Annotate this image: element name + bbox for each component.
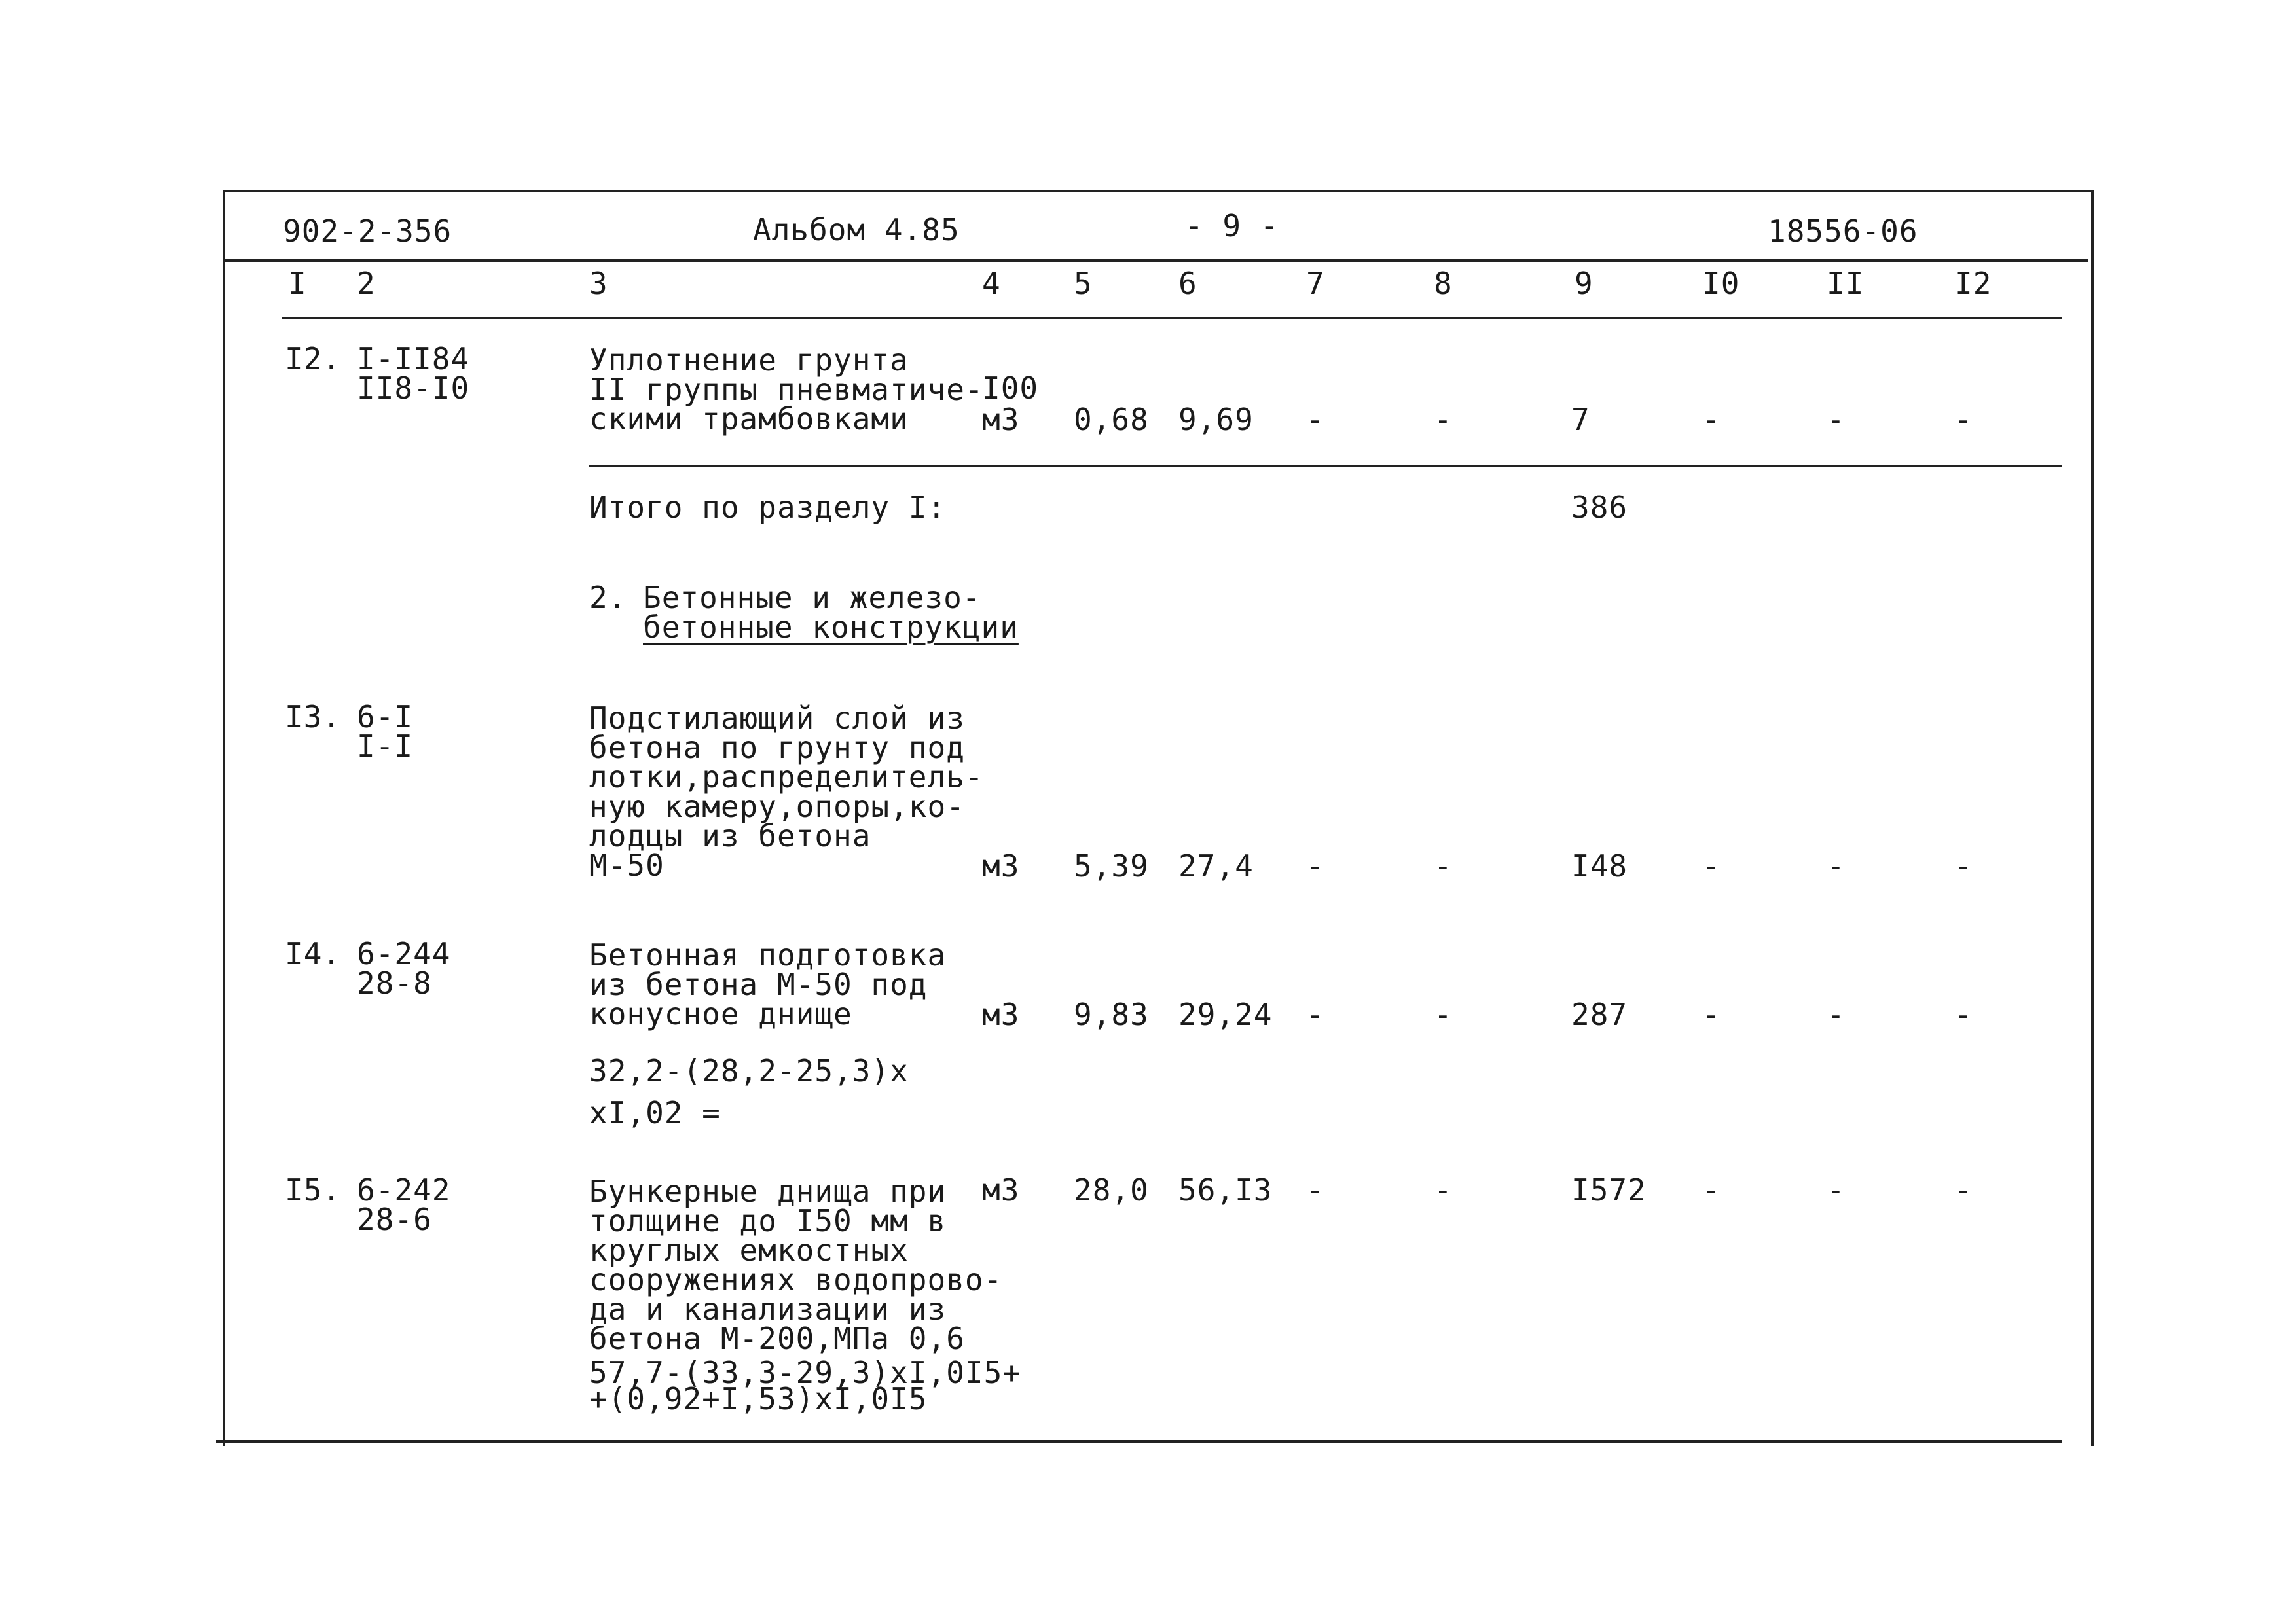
row-desc: II группы пневматиче-: [589, 372, 984, 407]
sheet-code: 18556-06: [1768, 213, 1918, 249]
col-header: II: [1827, 266, 1865, 301]
row-desc: 57,7-(33,3-29,3)хI,0I5+: [589, 1355, 1021, 1390]
cell-c8: -: [1434, 997, 1453, 1032]
subtotal-label: Итого по разделу I:: [589, 490, 947, 525]
cell-c5: 9,83: [1074, 997, 1149, 1032]
col-header: 2: [357, 266, 376, 301]
row-desc: бетона М-200,МПа 0,6: [589, 1321, 965, 1356]
column-header-rule: [282, 317, 2062, 319]
cell-c12: -: [1954, 402, 1973, 437]
cell-c7: -: [1306, 848, 1325, 884]
cell-c6: 29,24: [1178, 997, 1273, 1032]
col-header: 8: [1434, 266, 1453, 301]
album-label: Альбом 4.85: [753, 212, 960, 247]
cell-c5: 0,68: [1074, 402, 1149, 437]
cell-c7: -: [1306, 402, 1325, 437]
row-code: II8-I0: [357, 370, 470, 406]
row-desc: Подстилающий слой из: [589, 700, 965, 736]
cell-c12: -: [1954, 997, 1973, 1032]
row-code: 28-6: [357, 1202, 432, 1237]
col-header: 9: [1575, 266, 1594, 301]
cell-c9: 287: [1571, 997, 1628, 1032]
cell-c8: -: [1434, 848, 1453, 884]
row-desc: М-50: [589, 848, 665, 883]
row-desc: Бетонная подготовка: [589, 937, 947, 973]
cell-c9: I572: [1571, 1172, 1647, 1208]
cell-c10: -: [1702, 402, 1721, 437]
section-title-line1: Бетонные и железо-: [643, 580, 981, 615]
row-code: 6-I: [357, 699, 414, 734]
cell-c11: -: [1827, 848, 1846, 884]
doc-code: 902-2-356: [283, 213, 452, 249]
row-unit: м3: [982, 1172, 1020, 1208]
col-header: 5: [1074, 266, 1093, 301]
row-code: 28-8: [357, 965, 432, 1001]
row-formula: хI,02 =: [589, 1095, 721, 1130]
row-desc: круглых емкостных: [589, 1233, 909, 1268]
col-header: 3: [589, 266, 608, 301]
cell-c5: 5,39: [1074, 848, 1149, 884]
cell-c6: 56,I3: [1178, 1172, 1273, 1208]
cell-c10: -: [1702, 997, 1721, 1032]
cell-c6: 27,4: [1178, 848, 1254, 884]
page-number: - 9 -: [1185, 208, 1279, 244]
row-desc: скими трамбовками: [589, 401, 909, 437]
row-desc: да и канализации из: [589, 1291, 947, 1327]
cell-c9: I48: [1571, 848, 1628, 884]
row-code: I-II84: [357, 341, 470, 376]
row-desc: бетона по грунту под: [589, 730, 965, 765]
cell-c11: -: [1827, 402, 1846, 437]
col-header: 6: [1178, 266, 1197, 301]
cell-c8: -: [1434, 402, 1453, 437]
row-desc: Бункерные днища при: [589, 1174, 947, 1209]
subtotal-value: 386: [1571, 490, 1628, 525]
row-desc: сооружениях водопрово-: [589, 1262, 1003, 1297]
cell-c12: -: [1954, 1172, 1973, 1208]
cell-c7: -: [1306, 997, 1325, 1032]
row-unit: I00: [982, 370, 1039, 406]
cell-c6: 9,69: [1178, 402, 1254, 437]
col-header: 4: [982, 266, 1001, 301]
col-header: I: [288, 266, 307, 301]
col-header: I2: [1954, 266, 1992, 301]
col-header: I0: [1702, 266, 1740, 301]
header-rule: [223, 259, 2088, 262]
row-num: I3.: [285, 699, 342, 734]
row-unit: м3: [982, 848, 1020, 884]
table-frame: [223, 190, 2094, 1446]
row-desc: Уплотнение грунта: [589, 342, 909, 378]
cell-c12: -: [1954, 848, 1973, 884]
row-code: I-I: [357, 729, 414, 764]
row-formula: 32,2-(28,2-25,3)х: [589, 1053, 909, 1089]
row-num: I5.: [285, 1172, 342, 1208]
row-desc: из бетона М-50 под: [589, 967, 928, 1002]
cell-c11: -: [1827, 997, 1846, 1032]
cell-c10: -: [1702, 1172, 1721, 1208]
bottom-rule: [216, 1440, 2062, 1443]
row-desc: +(0,92+I,53)хI,0I5: [589, 1381, 928, 1416]
cell-c7: -: [1306, 1172, 1325, 1208]
row-desc: ную камеру,опоры,ко-: [589, 789, 965, 824]
row-num: I4.: [285, 936, 342, 971]
row-desc: конусное днище: [589, 996, 852, 1032]
cell-c8: -: [1434, 1172, 1453, 1208]
row-unit: м3: [982, 997, 1020, 1032]
subtotal-rule: [589, 465, 2062, 467]
cell-c9: 7: [1571, 402, 1590, 437]
section-number: 2.: [589, 580, 627, 615]
row-desc: лодцы из бетона: [589, 818, 871, 854]
row-code: 6-244: [357, 936, 451, 971]
row-desc: толщине до I50 мм в: [589, 1203, 947, 1238]
col-header: 7: [1306, 266, 1325, 301]
cell-c10: -: [1702, 848, 1721, 884]
row-desc: лотки,распределитель-: [589, 759, 984, 795]
section-title-line2: бетонные конструкции: [643, 609, 1019, 645]
row-code: 6-242: [357, 1172, 451, 1208]
row-unit: м3: [982, 402, 1020, 437]
cell-c5: 28,0: [1074, 1172, 1149, 1208]
row-num: I2.: [285, 341, 342, 376]
cell-c11: -: [1827, 1172, 1846, 1208]
